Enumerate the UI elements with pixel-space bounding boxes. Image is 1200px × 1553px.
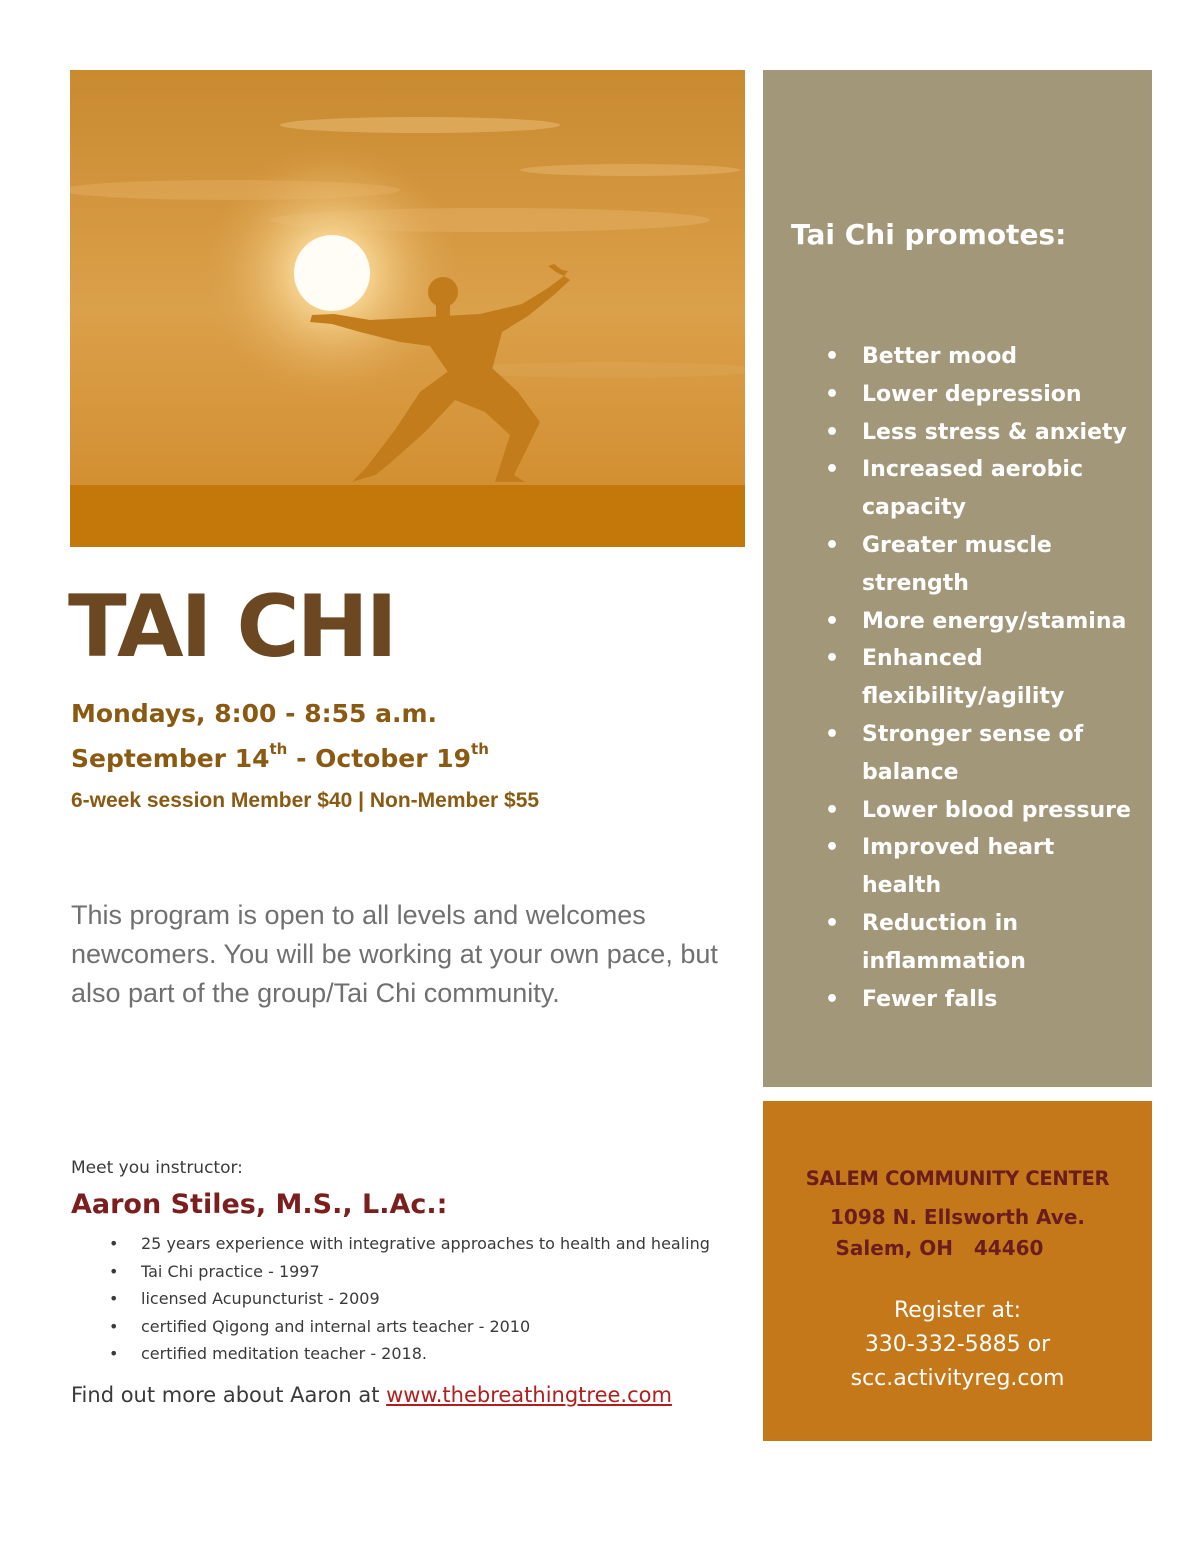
start-date-suffix: th <box>269 740 288 758</box>
contact-panel <box>763 1101 1152 1441</box>
credential-item: • licensed Acupuncturist - 2009 <box>71 1285 751 1313</box>
credential-item: • 25 years experience with integrative approaches to health and healing <box>71 1230 751 1258</box>
center-address-line1: 1098 N. Ellsworth Ave. <box>829 1205 1085 1229</box>
benefits-heading: Tai Chi promotes: <box>791 218 1067 251</box>
benefit-item: • Reduction in inflammation <box>763 905 1152 981</box>
benefit-item: • Fewer falls <box>763 981 1152 1019</box>
program-description: This program is open to all levels and welcomes newcomers. You will be working at your own pace, but also part of the group/Tai Chi community. <box>71 900 718 1008</box>
class-dates <box>71 740 489 773</box>
benefit-item: • Lower depression <box>763 376 1152 414</box>
credential-item: • certified meditation teacher - 2018. <box>71 1340 751 1368</box>
benefit-item: • Increased aerobic capacity <box>763 451 1152 527</box>
benefit-item: • Lower blood pressure <box>763 792 1152 830</box>
benefit-item: • Improved heart health <box>763 829 1152 905</box>
center-address-line2: Salem, OH 44460 <box>835 1236 1044 1260</box>
credential-item: • certified Qigong and internal arts teacher - 2010 <box>71 1313 751 1341</box>
end-date-suffix: th <box>471 740 489 758</box>
benefit-item: • Enhanced flexibility/agility <box>763 640 1152 716</box>
benefits-panel <box>763 70 1152 1087</box>
more-info-line <box>71 1383 672 1407</box>
session-pricing: 6-week session Member $40 | Non-Member $55 <box>71 789 540 812</box>
benefit-item: • More energy/stamina <box>763 603 1152 641</box>
register-website: scc.activityreg.com <box>850 1366 1065 1391</box>
date-separator: - <box>287 744 316 773</box>
instructor-intro: Meet you instructor: <box>71 1158 243 1178</box>
benefit-item: • Greater muscle strength <box>763 527 1152 603</box>
more-info-prefix: Find out more about Aaron at <box>71 1383 387 1407</box>
instructor-website-link[interactable]: www.thebreathingtree.com <box>386 1383 672 1407</box>
instructor-credentials <box>71 1230 751 1368</box>
benefit-item: • Better mood <box>763 338 1152 376</box>
credential-item: • Tai Chi practice - 1997 <box>71 1258 751 1286</box>
benefit-item: • Less stress & anxiety <box>763 414 1152 452</box>
class-schedule-days: Mondays, 8:00 - 8:55 a.m. <box>71 699 437 728</box>
start-date: September 14 <box>71 744 270 773</box>
hero-image <box>70 70 745 547</box>
instructor-name: Aaron Stiles, M.S., L.Ac.: <box>71 1189 448 1220</box>
center-name: SALEM COMMUNITY CENTER <box>805 1167 1110 1190</box>
tai-chi-sunset-illustration <box>70 70 745 547</box>
benefit-item: • Stronger sense of balance <box>763 716 1152 792</box>
benefits-list <box>763 338 1152 1018</box>
page-title: TAI CHI <box>68 577 395 677</box>
register-phone: 330-332-5885 or <box>864 1332 1051 1357</box>
end-date: October 19 <box>315 744 472 773</box>
register-label: Register at: <box>893 1298 1022 1323</box>
